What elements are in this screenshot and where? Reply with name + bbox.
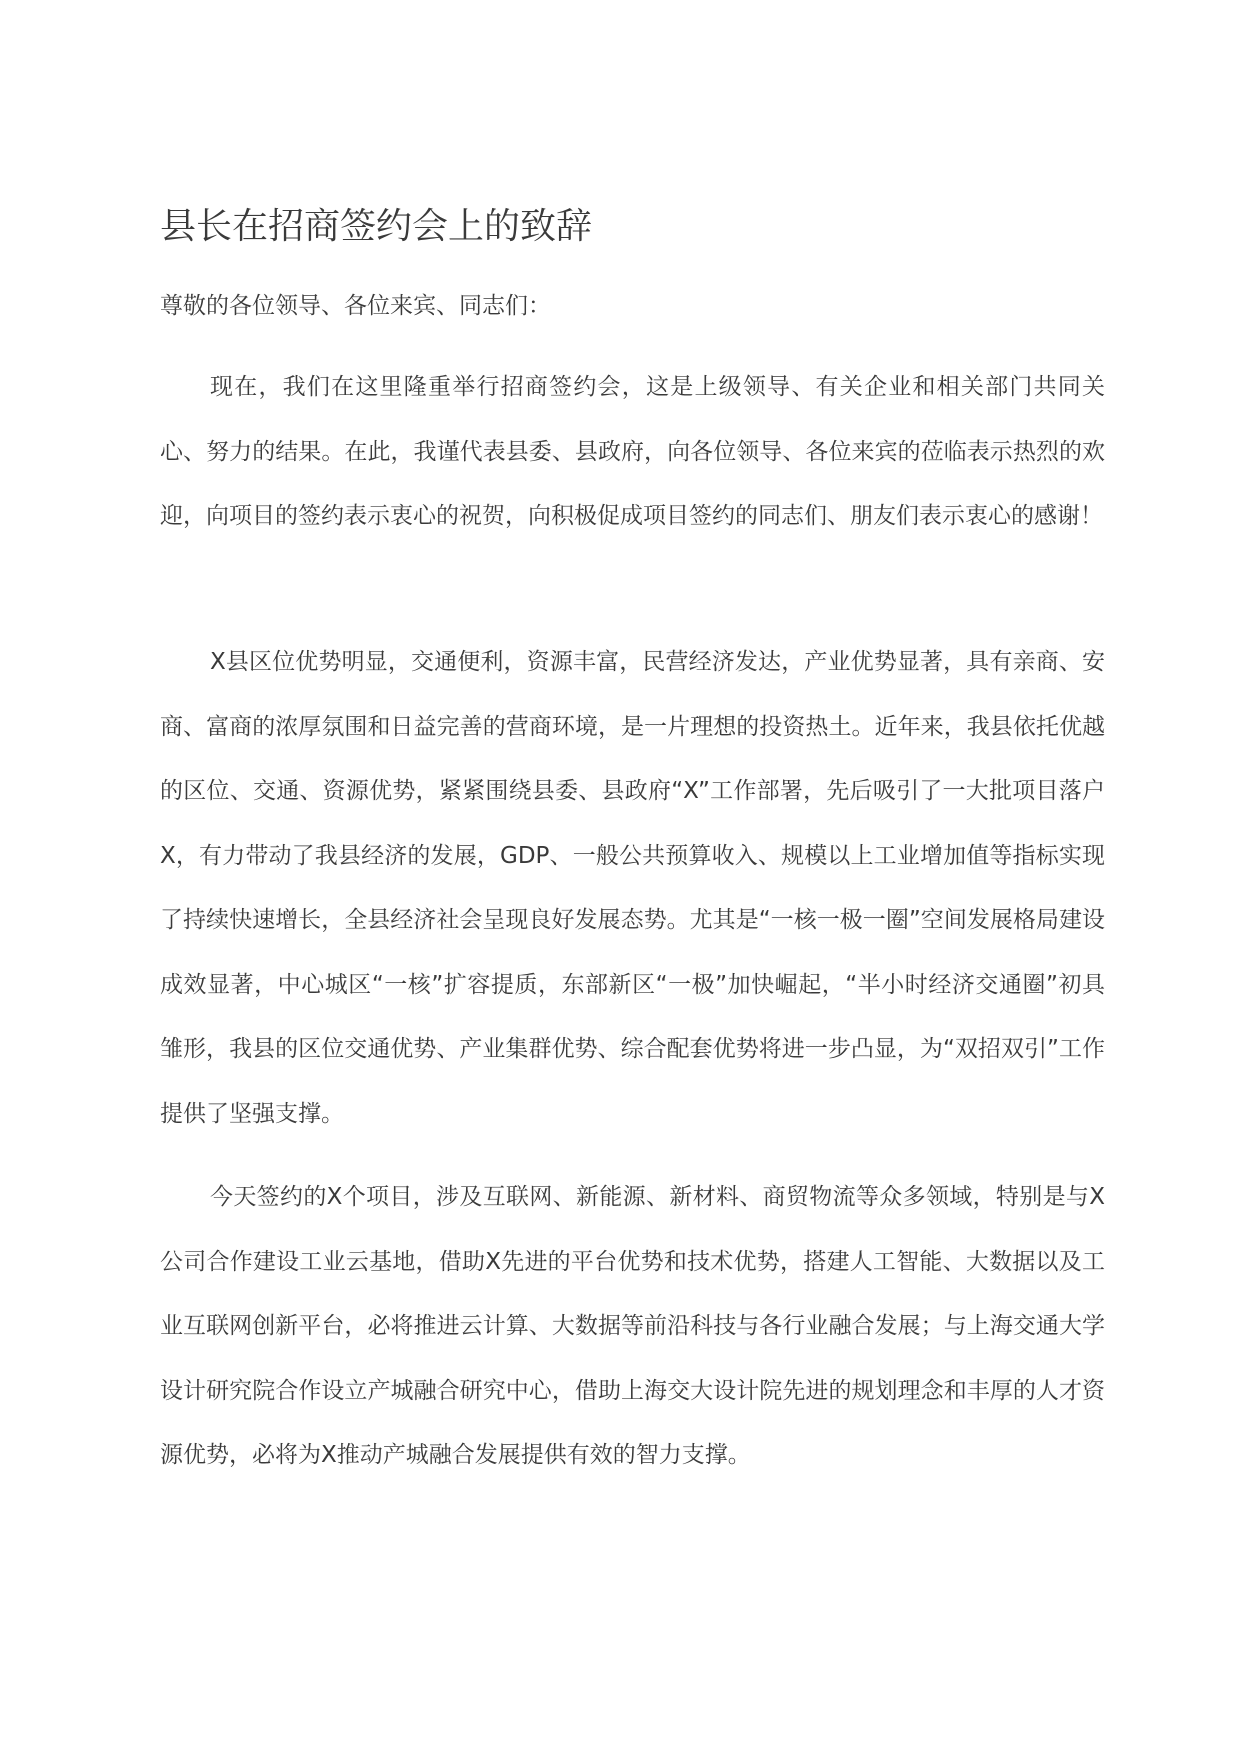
- document-title: 县长在招商签约会上的致辞: [160, 206, 593, 247]
- paragraph-3: 今天签约的X个项目，涉及互联网、新能源、新材料、商贸物流等众多领域，特别是与X公司合作建设工业云基地，借助X先进的平台优势和技术优势，搭建人工智能、大数据以及工业互联网创新平台，必将推进云计算、大数据等前沿科技与各行业融合发展；与上海交通大学设计研究院合作设立产城融合研究中心，借助上海交大设计院先进的规划理念和丰厚的人才资源优势，必将为X推动产城融合发展提供有效的智力支撑。: [160, 1184, 1105, 1468]
- salutation: 尊敬的各位领导、各位来宾、同志们：: [160, 293, 551, 319]
- paragraph-2: X县区位优势明显，交通便利，资源丰富，民营经济发达，产业优势显著，具有亲商、安商、富商的浓厚氛围和日益完善的营商环境，是一片理想的投资热土。近年来，我县依托优越的区位、交通、资源优势，紧紧围绕县委、县政府“X”工作部署，先后吸引了一大批项目落户X，有力带动了我县经济的发展，GDP、一般公共预算收入、规模以上工业增加值等指标实现了持续快速增长，全县经济社会呈现良好发展态势。尤其是“一核一极一圈”空间发展格局建设成效显著，中心城区“一核”扩容提质，东部新区“一极”加快崛起，“半小时经济交通圈”初具雏形，我县的区位交通优势、产业集群优势、综合配套优势将进一步凸显，为“双招双引”工作提供了坚强支撑。: [160, 649, 1105, 1127]
- paragraph-1: 现在，我们在这里隆重举行招商签约会，这是上级领导、有关企业和相关部门共同关心、努力的结果。在此，我谨代表县委、县政府，向各位领导、各位来宾的莅临表示热烈的欢迎，向项目的签约表示衷心的祝贺，向积极促成项目签约的同志们、朋友们表示衷心的感谢！: [160, 374, 1105, 529]
